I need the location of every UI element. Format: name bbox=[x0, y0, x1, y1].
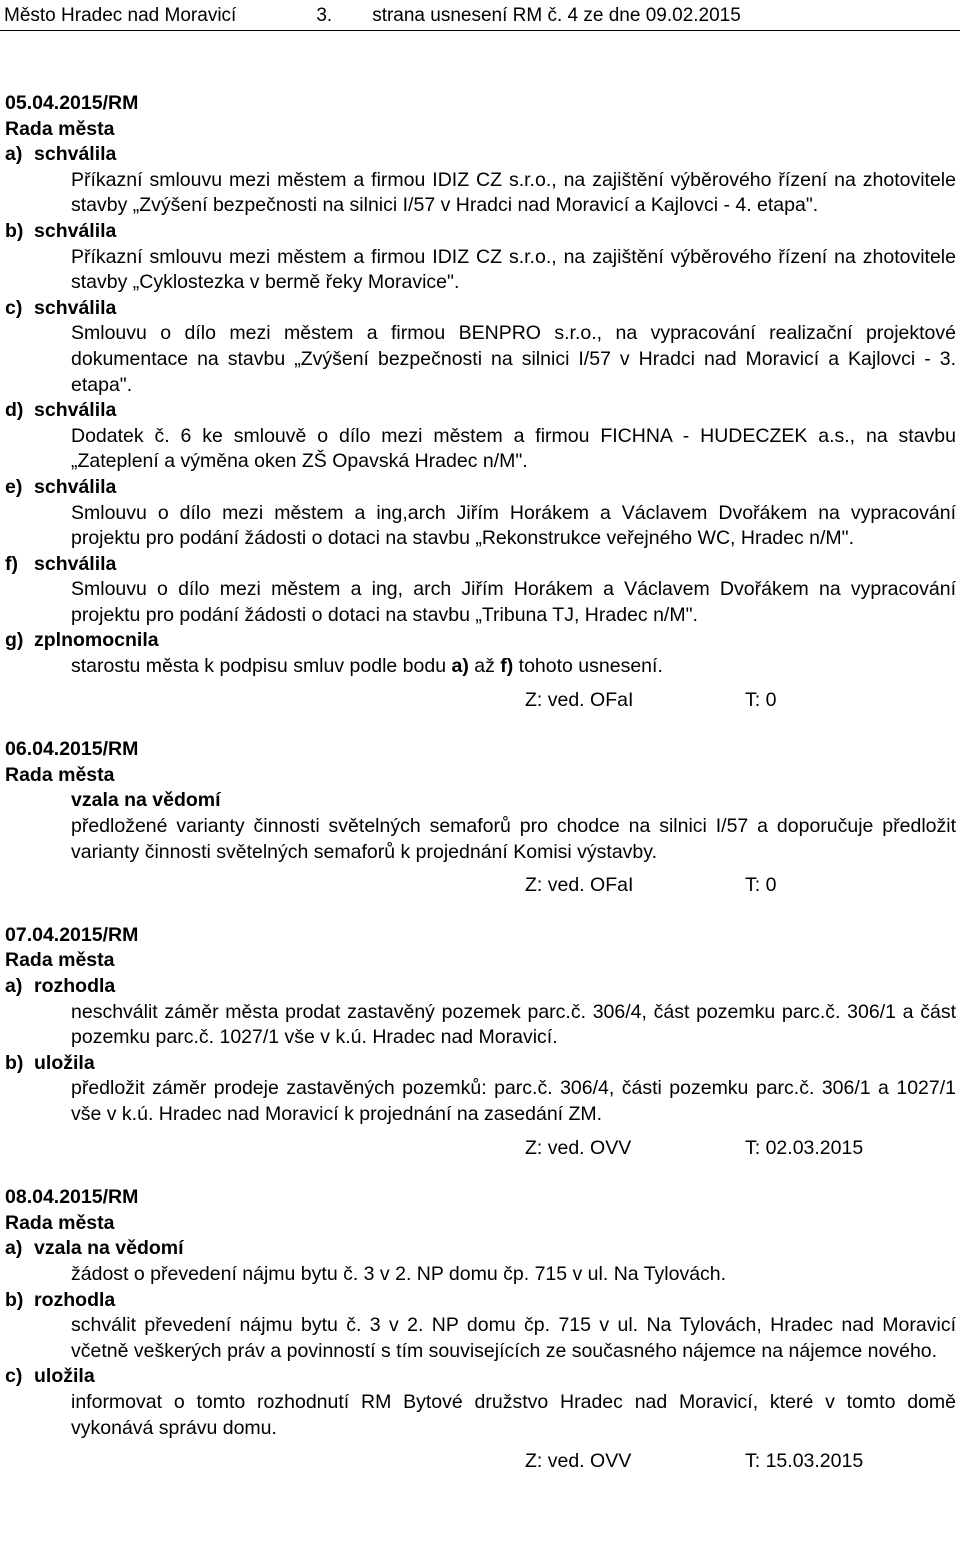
item-verb: schválila bbox=[34, 296, 117, 319]
resolution-body: Rada města bbox=[5, 763, 115, 786]
item-letter: a) bbox=[5, 143, 23, 166]
resolution-body: Rada města bbox=[5, 949, 115, 972]
item-letter: a) bbox=[5, 975, 23, 997]
item-verb: vzala na vědomí bbox=[34, 1237, 184, 1260]
deadline bbox=[525, 1449, 956, 1475]
item-verb: rozhodla bbox=[34, 975, 116, 997]
deadline bbox=[525, 873, 956, 899]
deadline-responsible: Z: ved. OVV bbox=[525, 1450, 632, 1473]
item-verb: uložila bbox=[34, 1365, 95, 1388]
item-verb: schválila bbox=[34, 219, 117, 242]
item-letter: g) bbox=[5, 629, 24, 652]
resolution-item bbox=[5, 219, 956, 296]
resolution-body: Rada města bbox=[5, 1211, 115, 1234]
item-text: předložit záměr prodeje zastavěných pozemků: parc.č. 306/4, části pozemku parc.č. 306/1 a 1027/1 vše v k.ú. Hradec nad Moravicí k projednání na zasedání ZM. bbox=[71, 1077, 956, 1125]
deadline-term: T: 15.03.2015 bbox=[745, 1450, 864, 1473]
item-letter: c) bbox=[5, 1365, 23, 1388]
item-text: Smlouvu o dílo mezi městem a ing, arch Jiřím Horákem a Václavem Dvořákem na vypracování projektu pro podání žádosti o dotaci na stavbu „Tribuna TJ, Hradec n/M". bbox=[71, 578, 956, 626]
resolution-item bbox=[5, 296, 956, 398]
deadline-responsible: Z: ved. OFaI bbox=[525, 874, 634, 897]
resolution-item bbox=[5, 1051, 956, 1128]
resolution-body: Rada města bbox=[5, 117, 115, 140]
deadline-responsible: Z: ved. OVV bbox=[525, 1136, 632, 1159]
item-verb: schválila bbox=[34, 552, 117, 575]
resolution-item bbox=[5, 628, 956, 679]
resolution-item bbox=[5, 552, 956, 629]
item-letter: b) bbox=[5, 219, 24, 242]
item-text: žádost o převedení nájmu bytu č. 3 v 2. NP domu čp. 715 v ul. Na Tylovách. bbox=[71, 1262, 727, 1285]
item-ref: f) bbox=[500, 655, 514, 678]
deadline bbox=[525, 1136, 956, 1162]
item-text: neschválit záměr města prodat zastavěný pozemek parc.č. 306/4, část pozemku parc.č. 306/1 a část pozemku parc.č. 1027/1 vše v k.ú. Hradec nad Moravicí. bbox=[71, 1000, 956, 1049]
header-rule bbox=[0, 30, 960, 31]
item-text: Smlouvu o dílo mezi městem a firmou BENPRO s.r.o., na vypracování realizační projektové dokumentace na stavbu „Zvýšení bezpečnosti na silnici I/57 v Hradci nad Moravicí a Kajlovci - 3. etapa". bbox=[71, 322, 956, 396]
item-letter: e) bbox=[5, 475, 23, 498]
resolution-number: 08.04.2015/RM bbox=[5, 1186, 139, 1209]
header-org: Město Hradec nad Moravicí bbox=[4, 5, 237, 26]
deadline-term: T: 0 bbox=[745, 688, 777, 711]
resolution-item bbox=[5, 1288, 956, 1365]
resolution-item bbox=[5, 398, 956, 475]
header-title: strana usnesení RM č. 4 ze dne 09.02.2015 bbox=[372, 5, 741, 26]
item-text: Příkazní smlouvu mezi městem a firmou IDIZ CZ s.r.o., na zajištění výběrového řízení na zhotovitele stavby „Cyklostezka v bermě řeky Moravice". bbox=[71, 245, 956, 294]
header-page-number: 3. bbox=[316, 5, 333, 26]
item-verb: schválila bbox=[34, 475, 117, 498]
deadline bbox=[525, 688, 956, 714]
item-text: starostu města k podpisu smluv podle bodu a) až f) tohoto usnesení. bbox=[71, 655, 663, 678]
item-text: Dodatek č. 6 ke smlouvě o dílo mezi městem a firmou FICHNA - HUDECZEK a.s., na stavbu „Zateplení a výměna oken ZŠ Opavská Hradec n/M". bbox=[71, 424, 956, 473]
item-letter: c) bbox=[5, 296, 23, 319]
deadline-term: T: 0 bbox=[745, 874, 777, 897]
item-text: Příkazní smlouvu mezi městem a firmou IDIZ CZ s.r.o., na zajištění výběrového řízení na zhotovitele stavby „Zvýšení bezpečnosti na silnici I/57 v Hradci nad Moravicí a Kajlovci - 4. etapa". bbox=[71, 168, 956, 217]
item-letter: b) bbox=[5, 1288, 24, 1311]
resolution-item bbox=[5, 1364, 956, 1441]
resolution-06 bbox=[5, 737, 956, 899]
item-letter: f) bbox=[5, 552, 18, 575]
item-letter: b) bbox=[5, 1051, 24, 1074]
item-verb: schválila bbox=[34, 399, 117, 422]
resolution-number: 07.04.2015/RM bbox=[5, 923, 139, 946]
item-verb: uložila bbox=[34, 1051, 95, 1074]
deadline-term: T: 02.03.2015 bbox=[745, 1136, 864, 1159]
item-text: schválit převedení nájmu bytu č. 3 v 2. NP domu čp. 715 v ul. Na Tylovách, Hradec nad Moravicí včetně veškerých práv a povinností s tím souvisejících ze současného nájemce na nájemce nového. bbox=[71, 1314, 956, 1362]
item-letter: d) bbox=[5, 399, 24, 422]
item-text: Smlouvu o dílo mezi městem a ing,arch Jiřím Horákem a Václavem Dvořákem na vypracování projektu pro podání žádosti o dotaci na stavbu „Rekonstrukce veřejného WC, Hradec n/M". bbox=[71, 501, 956, 550]
resolution-item bbox=[5, 974, 956, 1051]
resolution-verb: vzala na vědomí bbox=[71, 789, 221, 812]
item-verb: rozhodla bbox=[34, 1288, 116, 1311]
item-verb: zplnomocnila bbox=[34, 629, 159, 652]
resolution-text: předložené varianty činnosti světelných semaforů pro chodce na silnici I/57 a doporučuje předložit varianty činnosti světelných semaforů k projednání Komisi výstavby. bbox=[71, 815, 956, 863]
resolution-item bbox=[5, 1236, 956, 1287]
item-letter: a) bbox=[5, 1237, 23, 1260]
deadline-responsible: Z: ved. OFaI bbox=[525, 688, 634, 711]
page-header bbox=[0, 2, 960, 30]
item-ref: a) bbox=[451, 655, 469, 678]
document-body bbox=[5, 91, 956, 1475]
item-text: informovat o tomto rozhodnutí RM Bytové družstvo Hradec nad Moravicí, které v tomto domě vykonává správu domu. bbox=[71, 1390, 956, 1439]
resolution-07 bbox=[5, 923, 956, 1161]
item-verb: schválila bbox=[34, 143, 117, 166]
resolution-number: 06.04.2015/RM bbox=[5, 738, 139, 761]
resolution-item bbox=[5, 475, 956, 552]
resolution-item bbox=[5, 142, 956, 219]
resolution-number: 05.04.2015/RM bbox=[5, 92, 139, 114]
resolution-08 bbox=[5, 1185, 956, 1475]
resolution-05 bbox=[5, 91, 956, 713]
